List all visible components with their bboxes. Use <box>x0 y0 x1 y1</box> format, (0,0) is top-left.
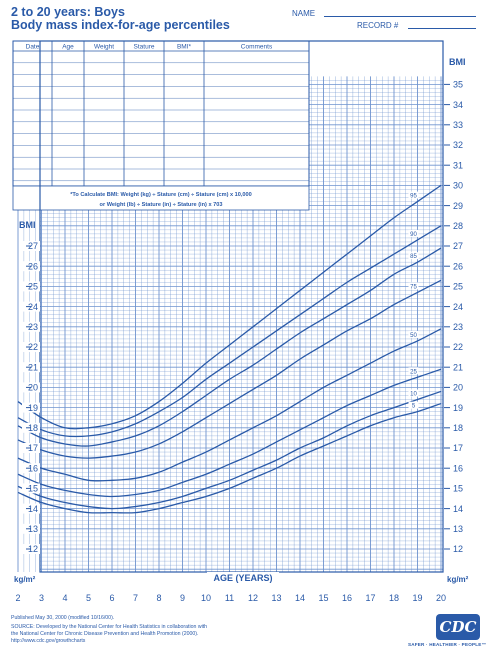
x-tick-17: 17 <box>365 593 376 603</box>
right-tick-22: 22 <box>453 342 464 353</box>
x-tick-20: 20 <box>435 593 447 603</box>
x-tick-18: 18 <box>388 593 400 603</box>
percentile-label-50: 50 <box>410 332 417 339</box>
right-tick-27: 27 <box>453 241 464 252</box>
left-tick-12: 12 <box>27 544 38 555</box>
cdc-logo: CDC <box>436 614 480 640</box>
table-header-4: BMI* <box>176 43 192 51</box>
right-tick-16: 16 <box>453 463 464 474</box>
x-tick-12: 12 <box>247 593 259 603</box>
x-tick-4: 4 <box>62 593 68 603</box>
right-y-ticks <box>444 79 468 554</box>
table-header-3: Stature <box>133 43 155 51</box>
left-tick-23: 23 <box>27 322 38 332</box>
percentile-label-5: 5 <box>411 403 416 410</box>
x-tick-7: 7 <box>132 593 139 603</box>
x-tick-13: 13 <box>271 593 282 603</box>
right-tick-18: 18 <box>453 423 464 433</box>
units-left-label: kg/m² <box>14 575 36 584</box>
x-tick-5: 5 <box>85 593 92 603</box>
right-tick-21: 21 <box>453 362 464 373</box>
formula-line2: or Weight (lb) ÷ Stature (in) ÷ Stature (in) x 703 <box>99 202 223 208</box>
footer-published: Published May 30, 2000 (modified 10/16/00). <box>11 615 115 621</box>
x-tick-6: 6 <box>109 593 115 603</box>
percentile-label-10: 10 <box>410 391 417 398</box>
left-tick-16: 16 <box>27 463 38 474</box>
units-right-label: kg/m² <box>447 575 469 584</box>
right-tick-33: 33 <box>453 120 464 130</box>
x-axis-title: AGE (YEARS) <box>213 573 273 583</box>
left-tick-20: 20 <box>27 382 38 393</box>
right-tick-32: 32 <box>453 140 464 151</box>
left-tick-24: 24 <box>27 301 38 312</box>
left-tick-17: 17 <box>27 443 38 454</box>
bmi-right-label: BMI <box>449 57 466 67</box>
table-header-0: Date <box>25 43 40 51</box>
percentile-label-25: 25 <box>410 369 417 376</box>
x-axis-ticks <box>15 593 446 603</box>
left-tick-15: 15 <box>27 483 38 494</box>
x-tick-15: 15 <box>318 593 329 603</box>
right-tick-26: 26 <box>453 261 464 272</box>
right-tick-14: 14 <box>453 503 464 514</box>
right-tick-23: 23 <box>453 322 464 332</box>
name-label: NAME <box>292 9 316 18</box>
table-header-1: Age <box>62 43 74 51</box>
right-tick-35: 35 <box>453 79 464 90</box>
x-tick-19: 19 <box>412 593 423 603</box>
x-tick-11: 11 <box>224 593 235 603</box>
footer-url[interactable]: http://www.cdc.gov/growthcharts <box>11 638 86 644</box>
record-label: RECORD # <box>357 21 399 30</box>
right-tick-29: 29 <box>453 200 464 211</box>
percentile-label-85: 85 <box>410 254 417 261</box>
footer-source-cont: the National Center for Chronic Disease Prevention and Health Promotion (2000). <box>11 631 199 637</box>
bmi-left-label: BMI <box>19 220 36 230</box>
left-tick-13: 13 <box>27 524 38 534</box>
left-tick-14: 14 <box>27 503 38 514</box>
footer-source: SOURCE: Developed by the National Center for Health Statistics in collaboration with <box>11 624 208 630</box>
percentile-label-90: 90 <box>410 231 417 238</box>
x-tick-2: 2 <box>15 593 21 603</box>
x-tick-10: 10 <box>200 593 212 603</box>
percentile-label-95: 95 <box>410 193 417 200</box>
right-tick-31: 31 <box>453 160 464 171</box>
x-tick-14: 14 <box>294 593 306 603</box>
right-tick-20: 20 <box>453 382 464 393</box>
cdc-tagline: SAFER · HEALTHIER · PEOPLE™ <box>408 642 487 647</box>
table-header-2: Weight <box>93 43 115 51</box>
right-tick-15: 15 <box>453 483 464 494</box>
right-tick-34: 34 <box>453 99 464 110</box>
right-tick-17: 17 <box>453 443 464 454</box>
left-tick-22: 22 <box>27 342 38 353</box>
right-tick-25: 25 <box>453 281 464 292</box>
right-tick-28: 28 <box>453 221 464 231</box>
percentile-label-75: 75 <box>410 284 417 291</box>
left-tick-21: 21 <box>27 362 38 373</box>
right-tick-19: 19 <box>453 402 464 413</box>
table-header-5: Comments <box>240 43 273 51</box>
left-tick-26: 26 <box>27 261 38 272</box>
x-tick-3: 3 <box>38 593 45 603</box>
left-tick-27: 27 <box>27 241 38 252</box>
x-tick-16: 16 <box>341 593 353 603</box>
right-tick-12: 12 <box>453 544 464 555</box>
x-tick-9: 9 <box>179 593 186 603</box>
left-tick-19: 19 <box>27 402 38 413</box>
formula-line1: *To Calculate BMI: Weight (kg) ÷ Stature (cm) ÷ Stature (cm) x 10,000 <box>70 192 252 198</box>
chart-title-line2: Body mass index-for-age percentiles <box>11 18 230 32</box>
left-tick-18: 18 <box>27 423 38 433</box>
left-tick-25: 25 <box>27 281 38 292</box>
right-tick-30: 30 <box>453 180 464 191</box>
left-y-ticks <box>22 241 40 554</box>
right-tick-24: 24 <box>453 301 464 312</box>
x-tick-8: 8 <box>156 593 162 603</box>
right-tick-13: 13 <box>453 524 464 534</box>
chart-title-line1: 2 to 20 years: Boys <box>11 5 125 19</box>
